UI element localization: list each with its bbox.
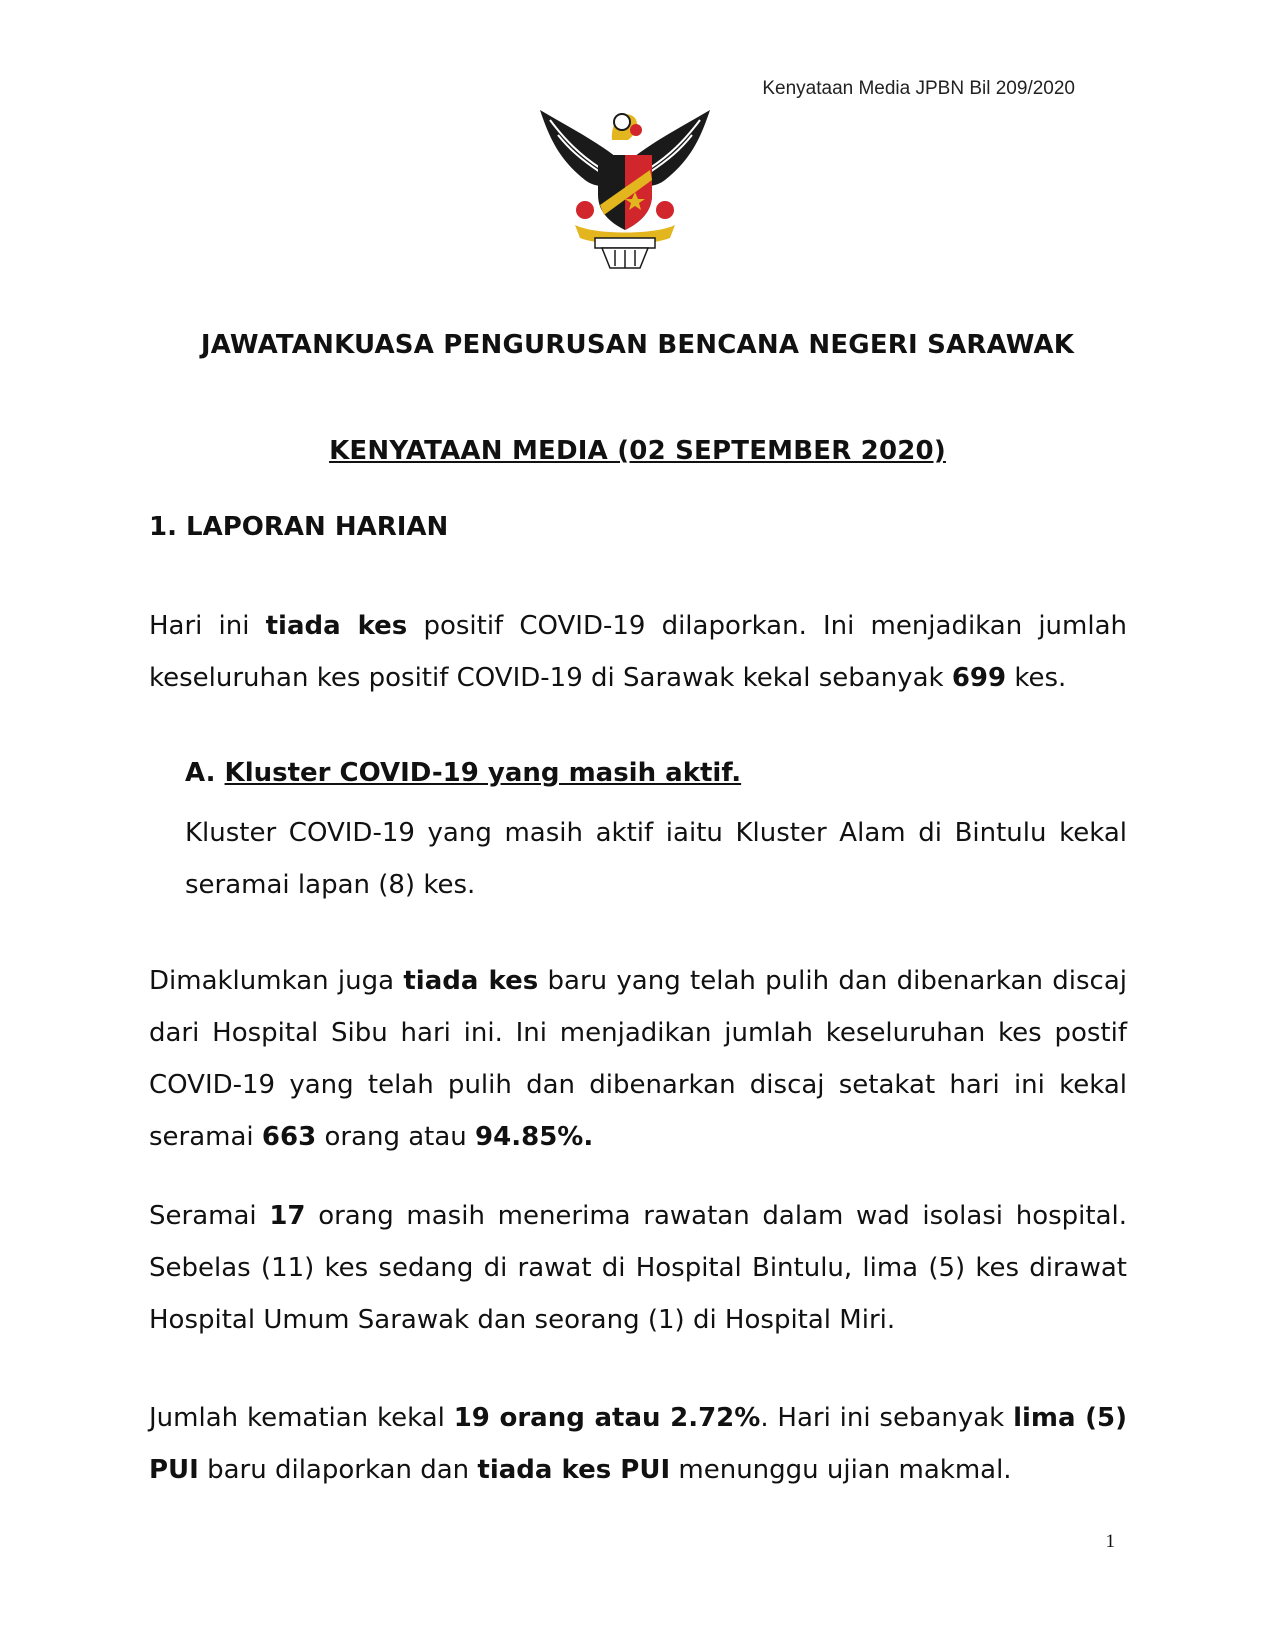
paragraph-active-cluster: Kluster COVID-19 yang masih aktif iaitu Kluster Alam di Bintulu kekal seramai lapan (8) kes.: [185, 818, 1127, 900]
subsection-heading: [185, 758, 741, 788]
organization-title: JAWATANKUASA PENGURUSAN BENCANA NEGERI SARAWAK: [200, 330, 1075, 360]
subsection-letter: A.: [185, 758, 216, 788]
statement-title: KENYATAAN MEDIA (02 SEPTEMBER 2020): [329, 436, 946, 466]
sarawak-coat-of-arms-icon: [540, 100, 710, 270]
section-heading: 1. LAPORAN HARIAN: [149, 512, 449, 542]
document-reference: Kenyataan Media JPBN Bil 209/2020: [762, 78, 1075, 99]
paragraph-deaths-pui: Jumlah kematian kekal 19 orang atau 2.72%. Hari ini sebanyak lima (5) PUI baru dilaporkan dan tiada kes PUI menunggu ujian makmal.: [149, 1403, 1128, 1485]
subsection-title: Kluster COVID-19 yang masih aktif.: [224, 758, 742, 788]
paragraph-new-cases: Hari ini tiada kes positif COVID-19 dilaporkan. Ini menjadikan jumlah keseluruhan kes positif COVID-19 di Sarawak kekal sebanyak 699 kes.: [149, 611, 1128, 693]
page-number: 1: [1105, 1531, 1115, 1552]
paragraph-recoveries: Dimaklumkan juga tiada kes baru yang telah pulih dan dibenarkan discaj dari Hospital Sibu hari ini. Ini menjadikan jumlah keseluruhan kes postif COVID-19 yang telah pulih dan dibenarkan discaj setakat hari ini kekal seramai 663 orang atau 94.85%.: [149, 966, 1127, 1152]
paragraph-hospital-treatment: Seramai 17 orang masih menerima rawatan dalam wad isolasi hospital. Sebelas (11) kes sedang di rawat di Hospital Bintulu, lima (5) kes dirawat Hospital Umum Sarawak dan seorang (1) di Hospital Miri.: [149, 1201, 1128, 1335]
